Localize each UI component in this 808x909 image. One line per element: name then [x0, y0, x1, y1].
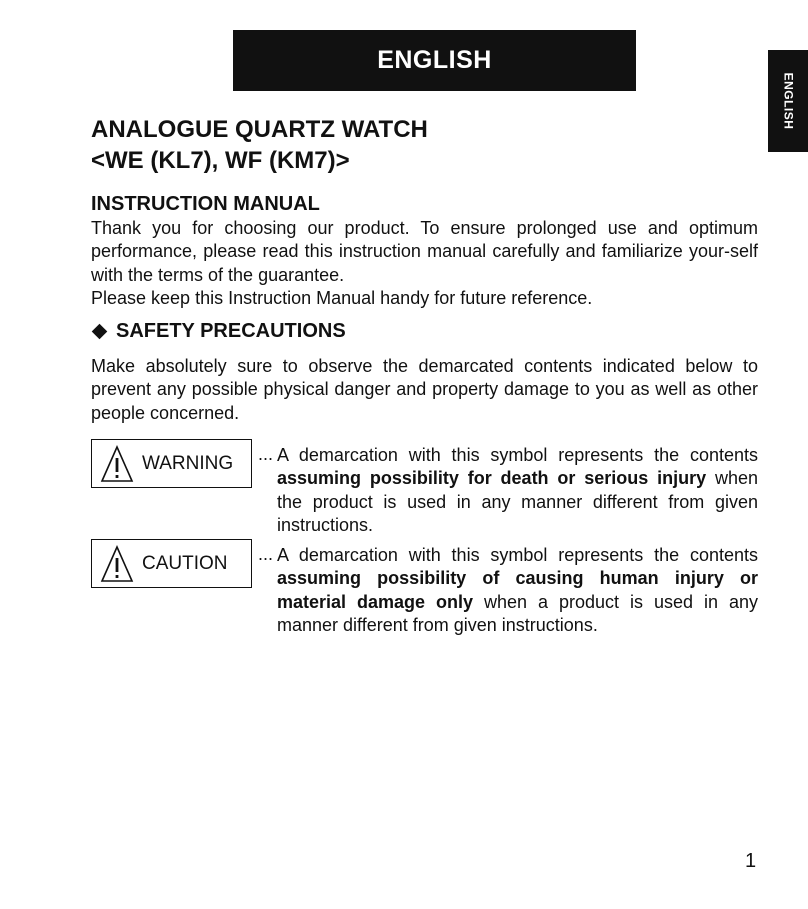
caution-description: [277, 544, 758, 637]
intro-paragraph: Thank you for choosing our product. To ensure prolonged use and optimum performance, please read this instruction manual carefully and familiarize your-self with the terms of the guarantee.: [91, 218, 758, 285]
safety-intro-paragraph: Make absolutely sure to observe the demarcated contents indicated below to prevent any possible physical danger and property damage to you as well as other people concerned.: [91, 356, 758, 423]
warning-symbol-box: [91, 439, 252, 488]
safety-precautions-heading: [91, 320, 346, 343]
document-title-line2: <WE (KL7), WF (KM7)>: [91, 147, 350, 174]
warning-description: [277, 444, 758, 537]
reference-paragraph: Please keep this Instruction Manual handy for future reference.: [91, 287, 593, 308]
warning-text-end: when the product is used in any manner different from given instructions.: [277, 468, 758, 535]
warning-label: WARNING: [142, 452, 234, 474]
warning-triangle-icon: [100, 444, 134, 484]
instruction-manual-body: [91, 217, 758, 310]
caution-text-emphasis: assuming possibility of causing human injury or material damage only: [277, 568, 758, 612]
warning-triangle-icon: [100, 544, 134, 584]
document-title: [91, 114, 428, 176]
language-side-tab-label: ENGLISH: [781, 72, 795, 130]
caution-label: CAUTION: [142, 552, 228, 574]
page-number: 1: [745, 850, 757, 872]
language-banner: [233, 30, 636, 91]
language-side-tab: [768, 50, 808, 152]
caution-symbol-box: [91, 539, 252, 588]
safety-precautions-heading-label: SAFETY PRECAUTIONS: [116, 320, 346, 342]
document-title-line1: ANALOGUE QUARTZ WATCH: [91, 116, 428, 143]
diamond-icon: [92, 324, 108, 340]
language-banner-label: ENGLISH: [377, 46, 492, 74]
warning-text-start: A demarcation with this symbol represents the contents: [277, 445, 758, 465]
caution-text-start: A demarcation with this symbol represents the contents: [277, 545, 758, 565]
warning-text-emphasis: assuming possibility for death or serious injury: [277, 468, 707, 489]
caution-leader-dots: ...: [258, 544, 274, 564]
instruction-manual-heading: INSTRUCTION MANUAL: [91, 193, 320, 215]
warning-leader-dots: ...: [258, 444, 274, 464]
caution-text-end: when a product is used in any manner different from given instructions.: [277, 591, 758, 635]
